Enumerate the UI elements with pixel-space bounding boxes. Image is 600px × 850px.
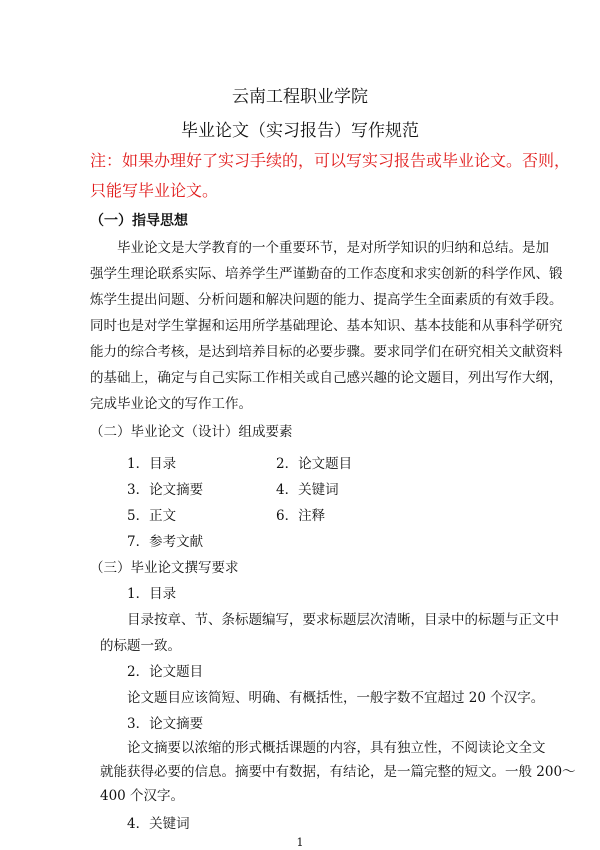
section3-sub3-title: 3．论文摘要 [127,716,204,732]
section2-item-5: 5．正文 [127,508,177,524]
section1-heading: （一）指导思想 [90,213,188,229]
note-line-1: 注：如果办理好了实习手续的，可以写实习报告或毕业论文。否则， [90,151,571,170]
section1-line-2: 强学生理论联系实际、培养学生严谨勤奋的工作态度和求实创新的科学作风、锻 [90,266,563,282]
section3-sub1-title: 1．目录 [127,586,177,602]
section2-item-6: 6．注释 [276,508,326,524]
section2-item-3: 3．论文摘要 [127,482,204,498]
section1-line-1: 毕业论文是大学教育的一个重要环节，是对所学知识的归纳和总结。是加 [117,240,549,256]
section3-sub2-line-1: 论文题目应该简短、明确、有概括性，一般字数不宜超过 20 个汉字。 [127,690,545,706]
page-number: 1 [296,836,304,849]
school-name: 云南工程职业学院 [232,87,368,107]
section1-line-5: 能力的综合考核，是达到培养目标的必要步骤。要求同学们在研究相关文献资料 [90,344,563,360]
section1-line-6: 的基础上，确定与自己实际工作相关或自己感兴趣的论文题目，列出写作大纲， [90,370,563,386]
section3-sub2-title: 2．论文题目 [127,664,204,680]
section1-line-7: 完成毕业论文的写作工作。 [90,396,252,412]
section3-sub1-line-1: 目录按章、节、条标题编写，要求标题层次清晰，目录中的标题与正文中 [127,612,559,628]
section2-item-4: 4．关键词 [276,482,339,498]
section2-item-1: 1．目录 [127,456,177,472]
section1-line-4: 同时也是对学生掌握和运用所学基础理论、基本知识、基本技能和从事科学研究 [90,318,563,334]
section3-heading: （三）毕业论文撰写要求 [90,560,239,576]
section3-sub4-title: 4．关键词 [127,816,190,832]
section3-sub1-line-2: 的标题一致。 [100,638,181,654]
document-title: 毕业论文（实习报告）写作规范 [181,121,419,141]
section3-sub3-line-1: 论文摘要以浓缩的形式概括课题的内容，具有独立性，不阅读论文全文 [127,740,546,756]
section2-item-7: 7．参考文献 [127,534,204,550]
section2-heading: （二）毕业论文（设计）组成要素 [90,424,293,440]
section3-sub3-line-2: 就能获得必要的信息。摘要中有数据，有结论，是一篇完整的短文。一般 200～ [100,764,576,780]
section3-sub3-line-3: 400 个汉字。 [100,788,185,804]
note-line-2: 只能写毕业论文。 [90,181,219,200]
section2-item-2: 2．论文题目 [276,456,353,472]
section1-line-3: 炼学生提出问题、分析问题和解决问题的能力、提高学生全面素质的有效手段。 [90,292,563,308]
